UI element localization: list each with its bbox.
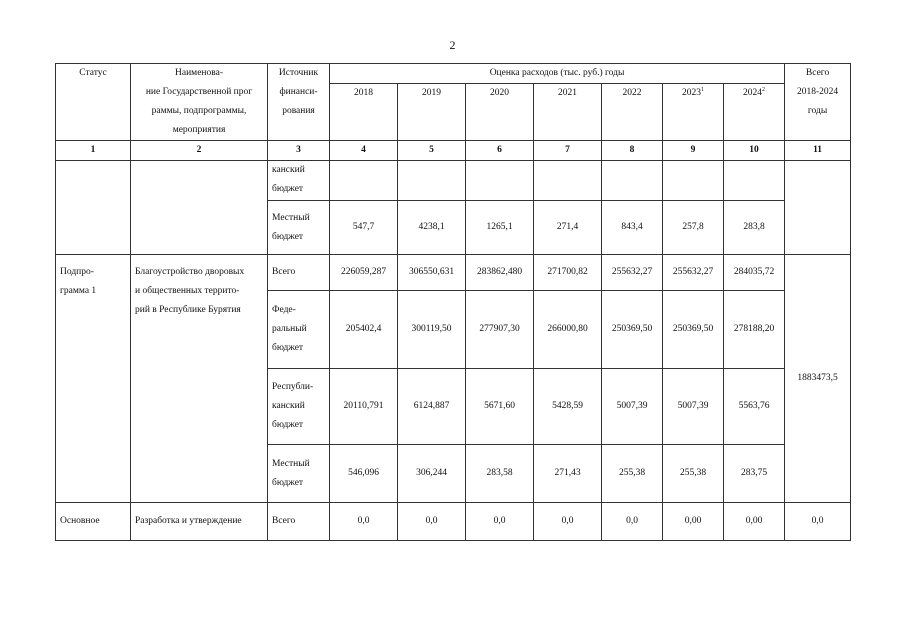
main-total: 0,0 <box>785 503 851 541</box>
name-cell-empty <box>131 161 268 255</box>
subprogram-total: 1883473,5 <box>785 255 851 503</box>
header-year: 2023$^1$ <box>663 84 724 141</box>
col-number: 2 <box>131 141 268 161</box>
value-cell: 271700,82 <box>534 255 602 291</box>
col-number: 5 <box>398 141 466 161</box>
col-number: 10 <box>724 141 785 161</box>
value-cell: 0,0 <box>466 503 534 541</box>
source-cell: Местный бюджет <box>268 201 330 255</box>
header-year: 2024$^2$ <box>724 84 785 141</box>
page-number: 2 <box>449 38 456 52</box>
value-cell: 1265,1 <box>466 201 534 255</box>
value-cell: 306,244 <box>398 445 466 503</box>
value-cell: 6124,887 <box>398 369 466 445</box>
value-cell <box>534 161 602 201</box>
status-cell-empty <box>56 161 131 255</box>
header-name: Наименова- ние Государственной прог раммы, подпрограммы, мероприятия <box>131 64 268 141</box>
value-cell: 5563,76 <box>724 369 785 445</box>
value-cell: 5671,60 <box>466 369 534 445</box>
col-number: 7 <box>534 141 602 161</box>
subprogram-name: Благоустройство дворовых и общественных террито- рий в Республике Бурятия <box>131 255 268 503</box>
header-status: Статус <box>56 64 131 141</box>
value-cell: 271,4 <box>534 201 602 255</box>
source-cell: Всего <box>268 255 330 291</box>
value-cell: 4238,1 <box>398 201 466 255</box>
value-cell: 255632,27 <box>663 255 724 291</box>
value-cell: 300119,50 <box>398 291 466 369</box>
value-cell: 255632,27 <box>602 255 663 291</box>
value-cell <box>663 161 724 201</box>
value-cell: 5007,39 <box>663 369 724 445</box>
value-cell: 20110,791 <box>330 369 398 445</box>
value-cell: 0,0 <box>602 503 663 541</box>
value-cell: 283,75 <box>724 445 785 503</box>
value-cell: 255,38 <box>663 445 724 503</box>
budget-table <box>55 63 851 541</box>
subprogram-status: Подпро- грамма 1 <box>56 255 131 503</box>
header-total: Всего 2018-2024 годы <box>785 64 851 141</box>
col-number: 11 <box>785 141 851 161</box>
value-cell: 205402,4 <box>330 291 398 369</box>
value-cell: 5428,59 <box>534 369 602 445</box>
value-cell <box>330 161 398 201</box>
value-cell: 266000,80 <box>534 291 602 369</box>
value-cell: 0,0 <box>534 503 602 541</box>
value-cell: 306550,631 <box>398 255 466 291</box>
col-number: 9 <box>663 141 724 161</box>
value-cell: 0,00 <box>663 503 724 541</box>
header-year: 2018 <box>330 84 398 141</box>
col-number: 8 <box>602 141 663 161</box>
footnote-marker: 2 <box>762 86 766 93</box>
main-status: Основное <box>56 503 131 541</box>
header-year: 2019 <box>398 84 466 141</box>
value-cell: 0,0 <box>330 503 398 541</box>
value-cell: 255,38 <box>602 445 663 503</box>
value-cell: 226059,287 <box>330 255 398 291</box>
source-cell: Республи- канский бюджет <box>268 369 330 445</box>
source-cell: Всего <box>268 503 330 541</box>
total-cell-empty <box>785 161 851 255</box>
source-cell: Местный бюджет <box>268 445 330 503</box>
value-cell <box>724 161 785 201</box>
source-cell: канский бюджет <box>268 161 330 201</box>
value-cell: 283,8 <box>724 201 785 255</box>
header-year: 2021 <box>534 84 602 141</box>
value-cell: 843,4 <box>602 201 663 255</box>
source-cell: Феде- ральный бюджет <box>268 291 330 369</box>
col-number: 1 <box>56 141 131 161</box>
header-year: 2022 <box>602 84 663 141</box>
value-cell: 278188,20 <box>724 291 785 369</box>
value-cell: 250369,50 <box>602 291 663 369</box>
col-number: 4 <box>330 141 398 161</box>
value-cell: 5007,39 <box>602 369 663 445</box>
value-cell: 283862,480 <box>466 255 534 291</box>
value-cell: 277907,30 <box>466 291 534 369</box>
value-cell: 284035,72 <box>724 255 785 291</box>
col-number: 3 <box>268 141 330 161</box>
value-cell: 250369,50 <box>663 291 724 369</box>
header-estimate: Оценка расходов (тыс. руб.) годы <box>330 64 785 84</box>
value-cell: 547,7 <box>330 201 398 255</box>
value-cell: 283,58 <box>466 445 534 503</box>
footnote-marker: 1 <box>701 86 704 93</box>
value-cell <box>398 161 466 201</box>
col-number: 6 <box>466 141 534 161</box>
value-cell: 0,00 <box>724 503 785 541</box>
header-year: 2020 <box>466 84 534 141</box>
header-source: Источник финанси- рования <box>268 64 330 141</box>
value-cell <box>602 161 663 201</box>
value-cell: 0,0 <box>398 503 466 541</box>
main-name: Разработка и утверждение <box>131 503 268 541</box>
value-cell: 257,8 <box>663 201 724 255</box>
value-cell: 546,096 <box>330 445 398 503</box>
value-cell <box>466 161 534 201</box>
value-cell: 271,43 <box>534 445 602 503</box>
